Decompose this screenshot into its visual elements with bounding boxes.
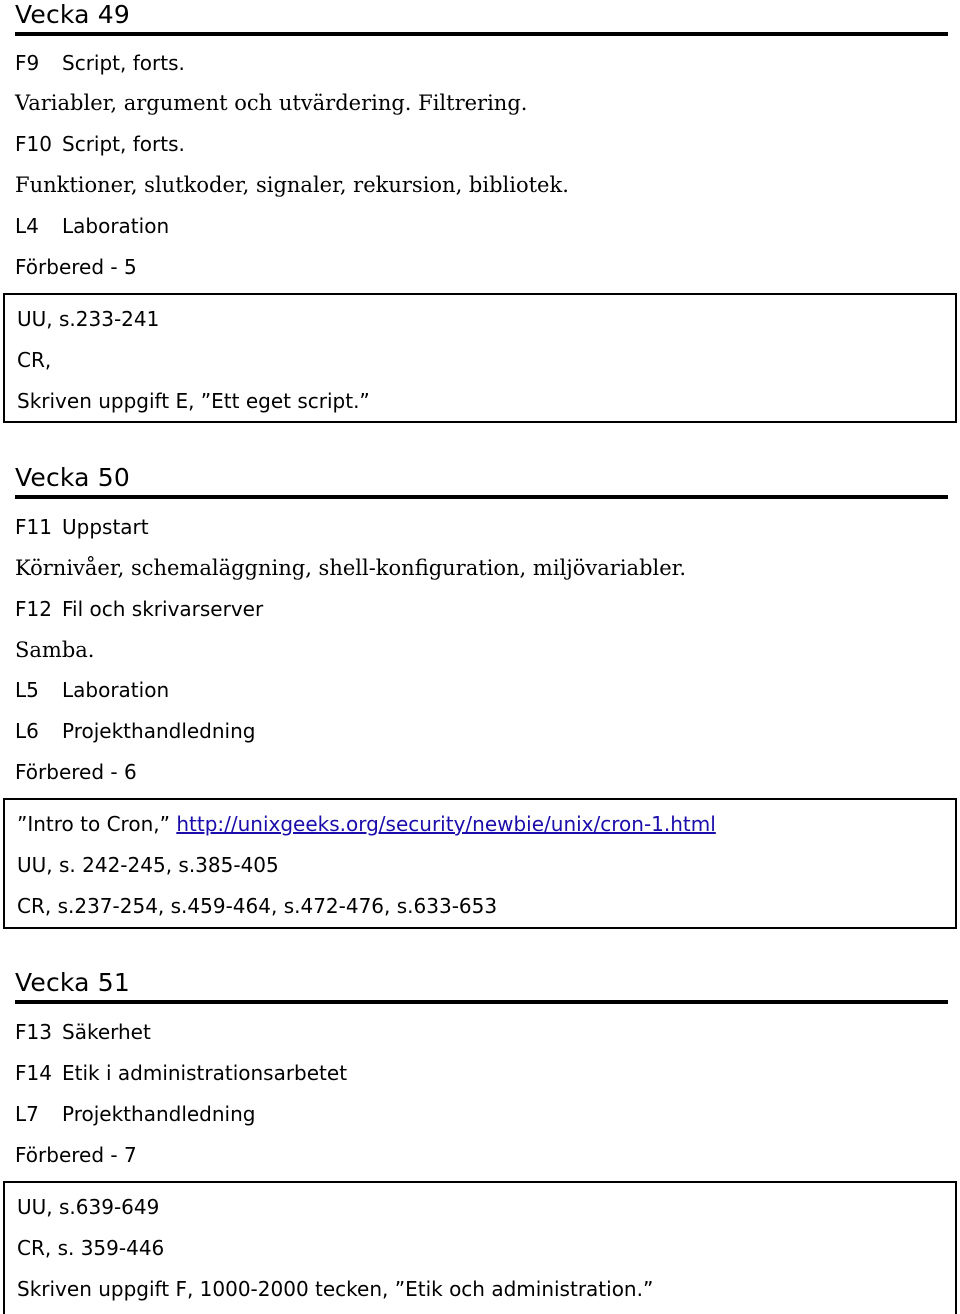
entry-text: Säkerhet xyxy=(62,1020,151,1044)
lecture-f12-description: Samba. xyxy=(15,638,95,662)
entry-code: F12 xyxy=(15,597,52,621)
lecture-f11 xyxy=(15,512,149,542)
reading-box-week-51 xyxy=(3,1181,957,1314)
entry-text: Laboration xyxy=(62,214,170,238)
entry-code: F9 xyxy=(15,51,40,75)
lecture-f14 xyxy=(15,1058,347,1088)
entry-text: Laboration xyxy=(62,678,170,702)
entry-code: F10 xyxy=(15,132,52,156)
lecture-f9-description: Variabler, argument och utvärdering. Filtrering. xyxy=(15,91,528,115)
reading-line: Skriven uppgift F, 1000-2000 tecken, ”Etik och administration.” xyxy=(17,1277,654,1301)
entry-text: Script, forts. xyxy=(62,51,185,75)
prepare-7: Förbered - 7 xyxy=(15,1143,137,1167)
lab-l4 xyxy=(15,211,169,241)
entry-code: F13 xyxy=(15,1020,52,1044)
entry-code: L5 xyxy=(15,678,39,702)
reading-line: CR, xyxy=(17,348,52,372)
entry-text: Fil och skrivarserver xyxy=(62,597,264,621)
week-50-title: Vecka 50 xyxy=(15,463,131,492)
entry-code: L4 xyxy=(15,214,39,238)
lab-l6 xyxy=(15,716,255,746)
reading-line: CR, s. 359-446 xyxy=(17,1236,165,1260)
entry-text: Script, forts. xyxy=(62,132,185,156)
lecture-f13 xyxy=(15,1017,151,1047)
reading-line: UU, s.233-241 xyxy=(17,307,160,331)
lecture-f10-description: Funktioner, slutkoder, signaler, rekursion, bibliotek. xyxy=(15,173,569,197)
week-51-title: Vecka 51 xyxy=(15,968,131,997)
lab-l5 xyxy=(15,675,169,705)
entry-code: F14 xyxy=(15,1061,52,1085)
week-49-title: Vecka 49 xyxy=(15,0,131,29)
entry-code: L6 xyxy=(15,719,39,743)
reading-line xyxy=(17,809,716,839)
entry-code: L7 xyxy=(15,1102,39,1126)
prepare-5: Förbered - 5 xyxy=(15,255,137,279)
week-51-rule xyxy=(15,1000,948,1004)
entry-text: Uppstart xyxy=(62,515,149,539)
prepare-6: Förbered - 6 xyxy=(15,760,137,784)
week-49-rule xyxy=(15,32,948,36)
reading-box-week-49 xyxy=(3,293,957,423)
entry-text: Projekthandledning xyxy=(62,719,256,743)
week-50-rule xyxy=(15,495,948,499)
lecture-f10 xyxy=(15,129,185,159)
lecture-f12 xyxy=(15,594,263,624)
reading-title: ”Intro to Cron,” xyxy=(17,812,170,836)
reading-line: CR, s.237-254, s.459-464, s.472-476, s.633-653 xyxy=(17,894,498,918)
reading-line: Skriven uppgift E, ”Ett eget script.” xyxy=(17,389,370,413)
lecture-f11-description: Körnivåer, schemaläggning, shell-konfiguration, miljövariabler. xyxy=(15,556,687,580)
lecture-f9 xyxy=(15,48,185,78)
entry-text: Etik i administrationsarbetet xyxy=(62,1061,348,1085)
reading-line: UU, s. 242-245, s.385-405 xyxy=(17,853,279,877)
reading-line: UU, s.639-649 xyxy=(17,1195,160,1219)
reading-box-week-50 xyxy=(3,798,957,929)
entry-text: Projekthandledning xyxy=(62,1102,256,1126)
lab-l7 xyxy=(15,1099,255,1129)
entry-code: F11 xyxy=(15,515,52,539)
cron-link[interactable]: http://unixgeeks.org/security/newbie/unix/cron-1.html xyxy=(176,812,716,836)
